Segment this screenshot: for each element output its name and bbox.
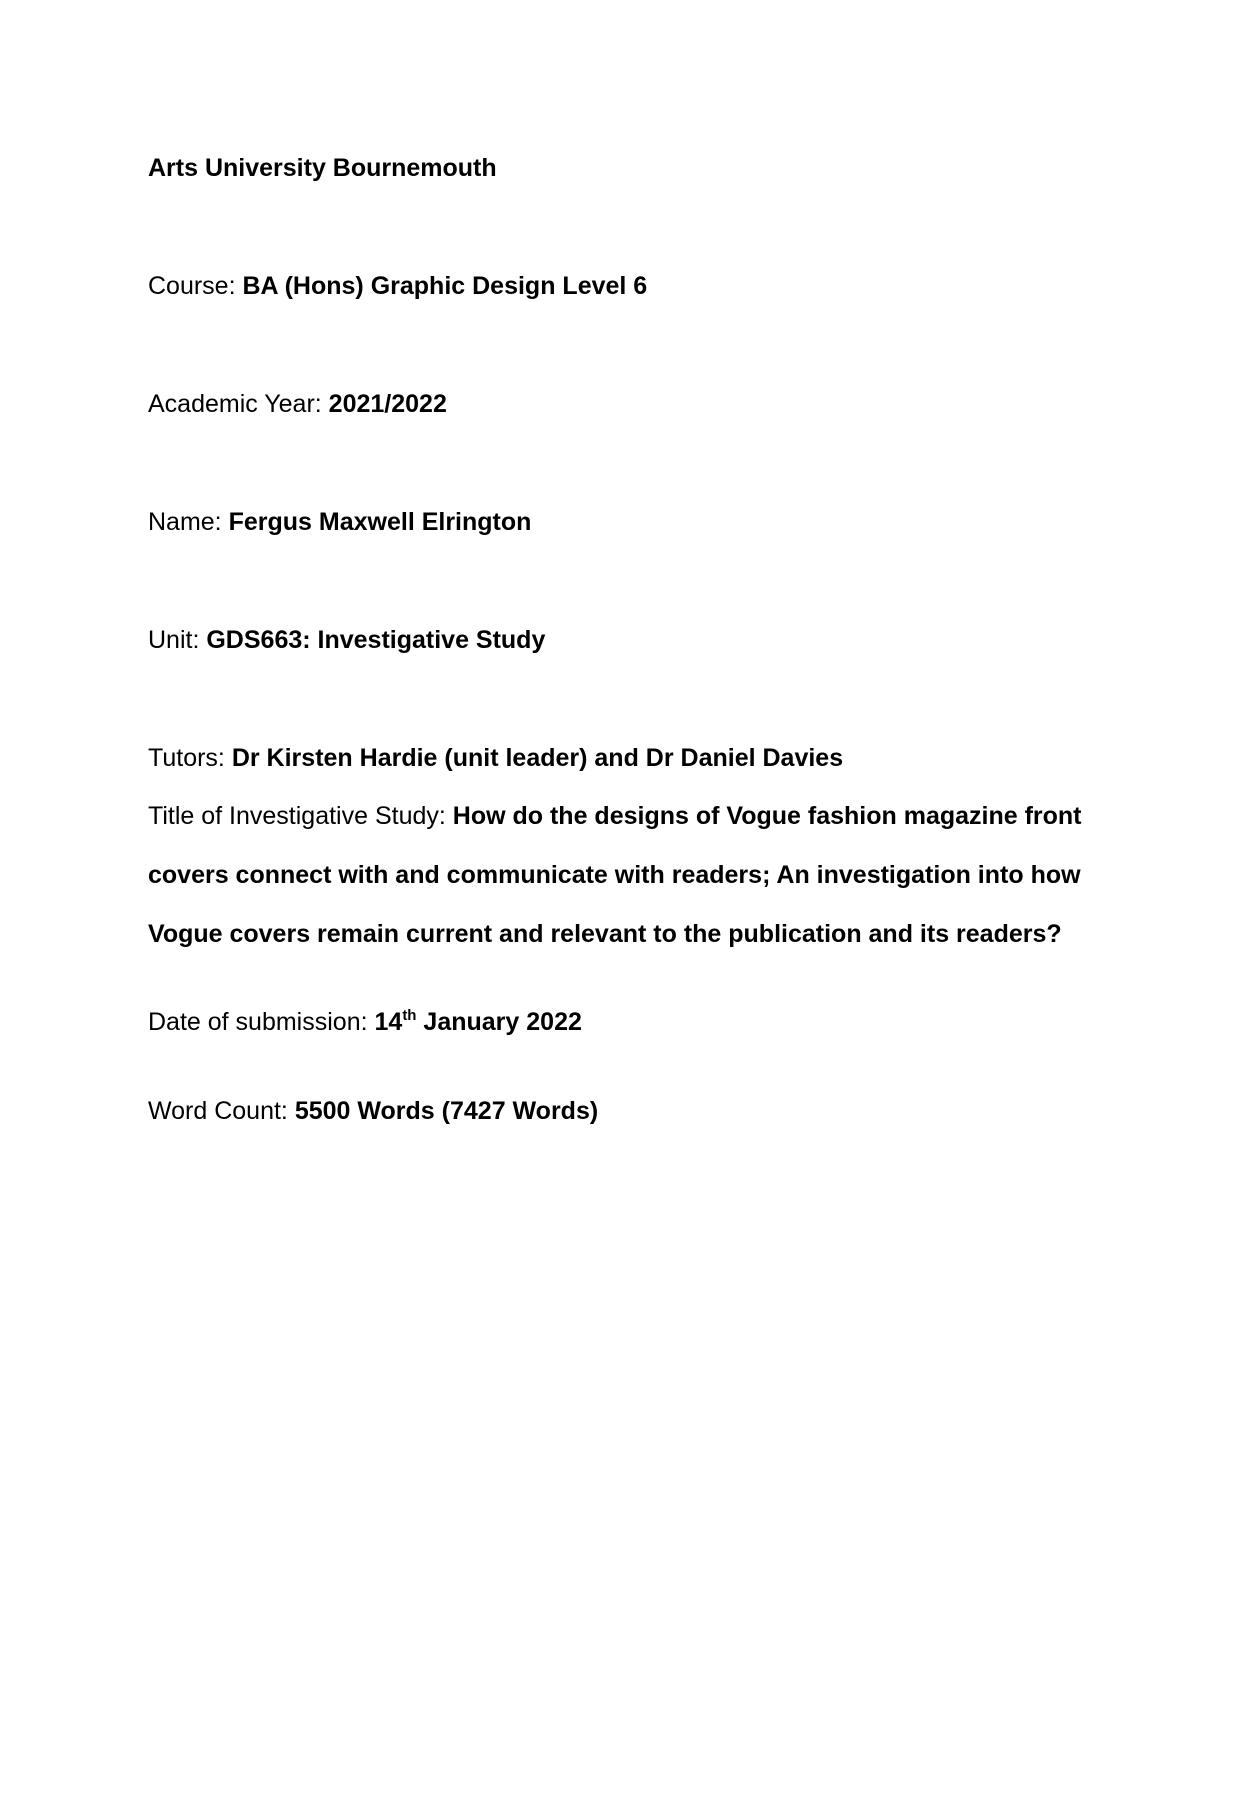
- study-title-block: [148, 787, 1128, 964]
- course-value: BA (Hons) Graphic Design Level 6: [242, 272, 648, 300]
- academic-year-label: Academic Year:: [148, 390, 329, 418]
- study-title-value: How do the designs of Vogue fashion magazine front covers connect with and communicate with readers; An investigation into how Vogue covers remain current and relevant to the publication and its readers?: [148, 802, 1082, 948]
- academic-year-value: 2021/2022: [328, 390, 447, 418]
- study-title-label: Title of Investigative Study:: [148, 802, 453, 830]
- tutors-value: Dr Kirsten Hardie (unit leader) and Dr Daniel Davies: [231, 744, 844, 772]
- unit-label: Unit:: [148, 626, 207, 654]
- tutors-line: [148, 743, 843, 773]
- unit-line: [148, 625, 545, 655]
- name-line: [148, 507, 531, 537]
- tutors-label: Tutors:: [148, 744, 232, 772]
- word-count-line: [148, 1096, 598, 1126]
- submission-date-label: Date of submission:: [148, 1008, 375, 1036]
- submission-date-rest: January 2022: [416, 1008, 582, 1036]
- unit-value: GDS663: Investigative Study: [206, 626, 546, 654]
- academic-year-line: [148, 389, 447, 419]
- word-count-value: 5500 Words (7427 Words): [294, 1097, 599, 1125]
- submission-date-day: 14: [374, 1008, 403, 1036]
- submission-date-line: [148, 1007, 582, 1037]
- submission-date-day-suffix: th: [402, 1007, 417, 1024]
- course-label: Course:: [148, 272, 243, 300]
- word-count-label: Word Count:: [148, 1097, 295, 1125]
- course-line: [148, 271, 647, 301]
- name-label: Name:: [148, 508, 229, 536]
- name-value: Fergus Maxwell Elrington: [228, 508, 532, 536]
- institution-name: Arts University Bournemouth: [148, 154, 497, 182]
